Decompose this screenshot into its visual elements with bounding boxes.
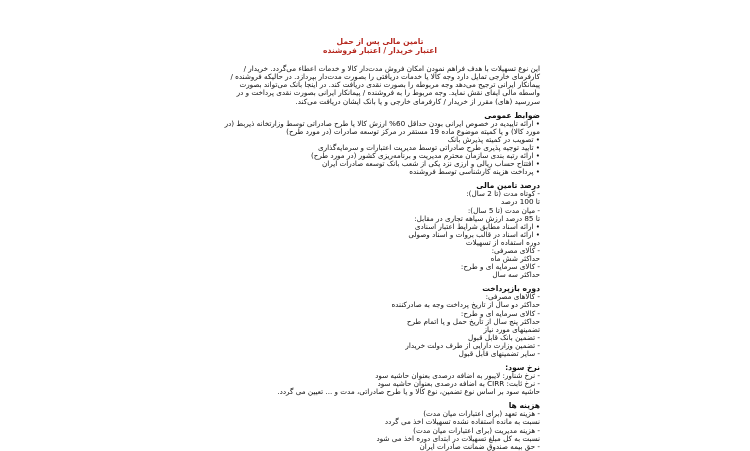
text-line: تضمینهای مورد نیاز: [483, 324, 540, 334]
text-line: - کوتاه مدت (تا 2 سال):: [466, 189, 540, 199]
section-heading: ضوابط عمومی: [484, 110, 540, 120]
section: [220, 363, 540, 396]
section: [220, 181, 540, 279]
text-line: دوره استفاده از تسهیلات: [465, 237, 540, 247]
intro-line: واسطه مالی ایفای نقش نماید. وجه مربوط را به فروشنده / پیمانکار ایرانی بصورت نقدی پرداخت و در: [236, 88, 540, 98]
text-line: نسبت به مانده استفاده نشده تسهیلات اخذ می گردد: [384, 417, 540, 427]
title-line-1: تامین مالی پس از حمل: [336, 37, 424, 46]
text-line: - نرخ شناور: لایبور به اضافه درصدی بعنوان حاشیه سود: [375, 371, 540, 381]
bullet-item: • تایید توجیه پذیری طرح صادراتی توسط مدیریت اعتبارات و سرمایه‌گذاری: [220, 144, 540, 152]
intro-line: پیمانکار ایرانی ترجیح می‌دهد وجه مربوطه را بصورت نقدی دریافت کند. در اینجا بانک می‌تواند بصورت: [239, 80, 540, 90]
bullet-item: • ارائه رتبه بندی سازمان محترم مدیریت و برنامه‌ریزی کشور (در مورد طرح): [220, 152, 540, 160]
section-heading: دوره بازپرداخت: [482, 284, 540, 294]
text-line: مورد کالا) و یا کمیته موضوع ماده 19 مستقر در مرکز توسعه صادرات (در مورد طرح): [286, 126, 540, 136]
title-line-2: اعتبار خریدار / اعتبار فروشنده: [322, 45, 438, 55]
text-line: حداکثر شش ماه: [490, 254, 540, 264]
text-line: - تضمین وزارت دارایی از طرف دولت خریدار: [405, 340, 540, 350]
text-line: - کالای سرمایه ای و طرح:: [460, 308, 540, 318]
intro-line: کارفرمای خارجی تمایل دارد وجه کالا یا خدمات دریافتی را بصورت مدت‌دار بپردازد. در حالیکه فروشنده /: [230, 72, 540, 82]
text-line: - کالای سرمایه ای و طرح:: [460, 262, 540, 272]
text-line: - هزینه مدیریت (برای اعتبارات میان مدت): [413, 425, 540, 435]
text-line: - کالاهای مصرفی:: [485, 292, 540, 302]
text-line: - حق بیمه صندوق ضمانت صادرات ایران: [419, 441, 540, 451]
document-body: [220, 38, 540, 451]
text-line: حداکثر سه سال: [492, 270, 540, 280]
bullet-item: • افتتاح حساب ریالی و ارزی نزد یکی از شعب بانک توسعه صادرات ایران: [220, 160, 540, 168]
text-line: - کالای مصرفی:: [491, 245, 540, 255]
section-heading: نرخ سود:: [505, 363, 540, 373]
text-line: - هزینه تعهد (برای اعتبارات میان مدت): [423, 409, 540, 419]
text-line: حاشیه سود بر اساس نوع تضمین، نوع کالا و یا طرح صادراتی، مدت و ... تعیین می گردد.: [277, 387, 540, 397]
text-line: تا 85 درصد ارزش سیاهه تجاری در مقابل:: [414, 213, 540, 223]
bullet-item: • پرداخت هزینه کارشناسی توسط فروشنده: [220, 168, 540, 176]
bullet-item: • ارائه تاییدیه در خصوص ایرانی بودن حداقل 60% ارزش کالا یا طرح صادراتی توسط وزارتخانه ذیربط (در: [220, 120, 540, 128]
text-line: تا 100 درصد: [500, 197, 540, 207]
intro-line: سررسید (های) مقرر از خریدار / کارفرمای خارجی و یا بانک ایشان دریافت می‌کند.: [295, 96, 540, 106]
text-line: - سایر تضمینهای قابل قبول: [458, 349, 540, 358]
bullet-item: • تصویب در کمیته پذیرش بانک: [220, 136, 540, 144]
bullet-item: • ارائه اسناد در قالب بروات و اسناد وصولی: [220, 231, 540, 239]
text-line: حداکثر پنج سال از تاریخ حمل و یا اتمام طرح: [406, 316, 540, 326]
section-heading: هزینه ها: [508, 401, 540, 411]
bullet-item: • ارائه اسناد مطابق شرایط اعتبار اسنادی: [220, 223, 540, 231]
section-heading: درصد تامین مالی: [476, 181, 540, 191]
section: [220, 111, 540, 177]
text-line: نسبت به کل مبلغ تسهیلات در ابتدای دوره اخذ می شود: [376, 433, 540, 443]
text-line: - نرخ ثابت: CIRR به اضافه درصدی بعنوان حاشیه سود: [377, 379, 540, 389]
document-title: [220, 38, 540, 55]
sections-container: [220, 111, 540, 451]
text-line: - تضمین بانک قابل قبول: [468, 332, 540, 342]
text-line: - میان مدت (تا 5 سال):: [467, 205, 540, 215]
text-line: حداکثر دو سال از تاریخ پرداخت وجه به صادرکننده: [391, 300, 540, 310]
intro-line: این نوع تسهیلات با هدف فراهم نمودن امکان فروش مدت‌دار کالا و خدمات اعطاء می‌گردد. خریدار /: [243, 64, 540, 74]
intro-paragraph: [220, 65, 540, 105]
section: [220, 284, 540, 358]
section: [220, 401, 540, 450]
